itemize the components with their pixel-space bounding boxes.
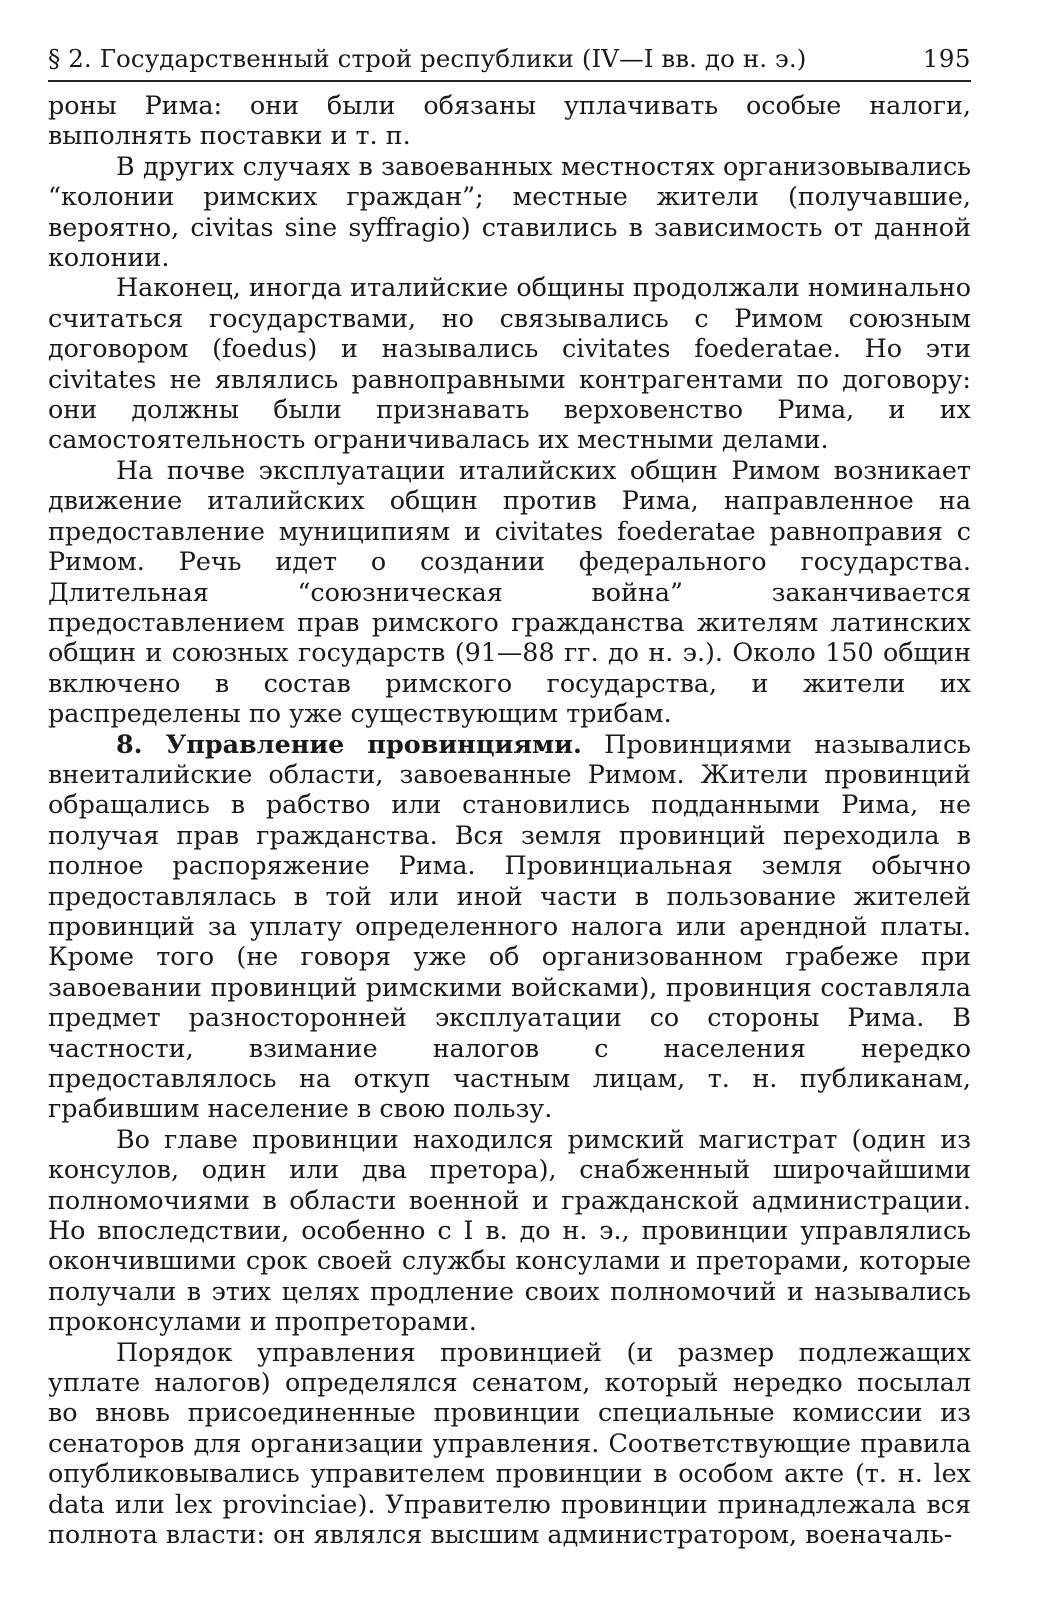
paragraph-administration: Порядок управления провинцией (и размер подлежащих уплате налогов) определялся сенатом, который нередко посылал во вновь присоединенные провинции специальные комиссии из сенаторов для организации управления. Соответствующие правила опубликовывались управителем провинции в особом акте (т. н. lex data или lex provinciae). Управителю провинции принадлежала вся полнота власти: он являлся высшим администратором, военачаль- bbox=[48, 1336, 971, 1550]
running-head bbox=[48, 42, 971, 82]
running-title: § 2. Государственный строй республики (IV—I вв. до н. э.) bbox=[48, 44, 807, 73]
paragraph-continuation: роны Рима: они были обязаны уплачивать особые налоги, выполнять поставки и т. п. bbox=[48, 90, 971, 151]
book-page bbox=[48, 42, 971, 1550]
paragraph-section-8 bbox=[48, 729, 971, 1124]
paragraph-colonies: В других случаях в завоеванных местностях организовывались “колонии римских граждан”; местные жители (получавшие, вероятно, civitas sine syffragio) ставились в зависимость от данной колонии. bbox=[48, 150, 971, 273]
body-text bbox=[48, 90, 971, 1550]
section-heading: 8. Управление провинциями. bbox=[116, 728, 582, 759]
paragraph-governor: Во главе провинции находился римский магистрат (один из консулов, один или два претора), снабженный широчайшими полномочиями в области военной и гражданской администрации. Но впоследствии, особенно с I в. до н. э., провинции управлялись окончившими срок своей службы консулами и преторами, которые получали в этих целях продление своих полномочий и назывались проконсулами и пропреторами. bbox=[48, 1123, 971, 1337]
paragraph-allied-war: На почве эксплуатации италийских общин Римом возникает движение италийских общин против Рима, направленное на предоставление муниципиям и civitates foederatae равноправия с Римом. Речь идет о создании федерального государства. Длительная “союзническая война” заканчивается предоставлением прав римского гражданства жителям латинских общин и союзных государств (91—88 гг. до н. э.). Около 150 общин включено в состав римского государства, и жители их распределены по уже существующим трибам. bbox=[48, 454, 971, 729]
section-8-text: Провинциями назывались внеиталийские области, завоеванные Римом. Жители провинций обращались в рабство или становились подданными Рима, не получая прав гражданства. Вся земля провинций переходила в полное распоряжение Рима. Провинциальная земля обычно предоставлялась в той или иной части в пользование жителей провинций за уплату определенного налога или арендной платы. Кроме того (не говоря уже об организованном грабеже при завоевании провинций римскими войсками), провинция составляла предмет разносторонней эксплуатации со стороны Рима. В частности, взимание налогов с населения нередко предоставлялось на откуп частным лицам, т. н. публиканам, грабившим население в свою пользу. bbox=[48, 728, 971, 1124]
paragraph-civitates-foederatae: Наконец, иногда италийские общины продолжали номинально считаться государствами, но связывались с Римом союзным договором (foedus) и назывались civitates foederatae. Но эти civitates не являлись равноправными контрагентами по договору: они должны были признавать верховенство Рима, и их самостоятельность ограничивалась их местными делами. bbox=[48, 272, 971, 455]
page-number: 195 bbox=[922, 44, 971, 73]
